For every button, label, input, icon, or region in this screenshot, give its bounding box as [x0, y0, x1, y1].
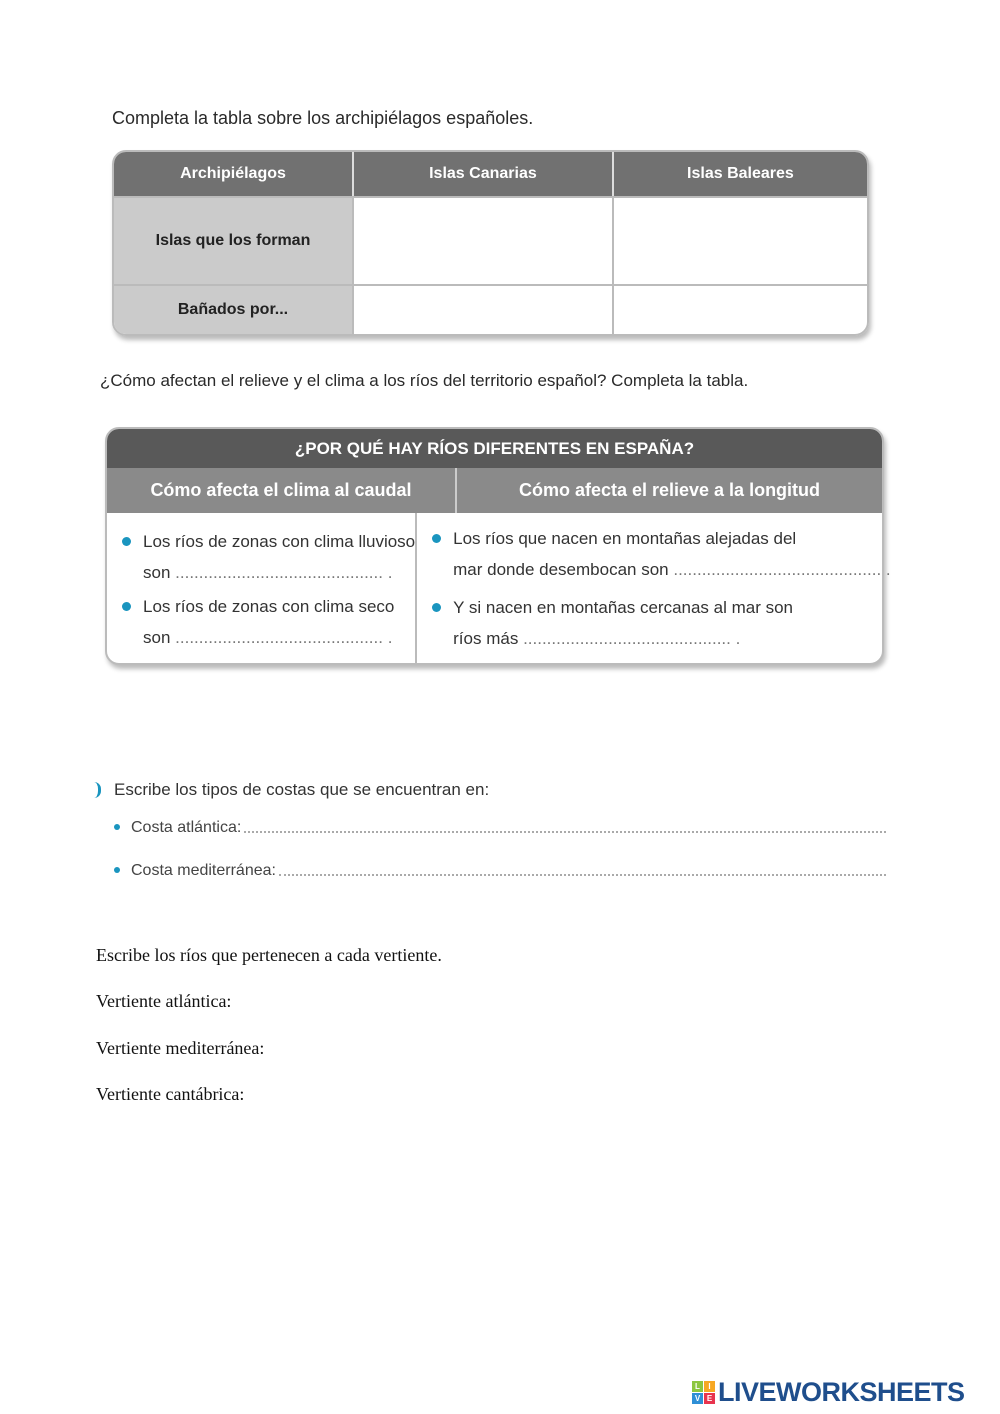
q1-instruction: Completa la tabla sobre los archipiélagos españoles.: [112, 108, 534, 128]
answer-canarias-islas[interactable]: [354, 196, 614, 284]
costa-mediterranea-blank[interactable]: [279, 873, 886, 876]
rivers-table-title: ¿POR QUÉ HAY RÍOS DIFERENTES EN ESPAÑA?: [107, 429, 882, 468]
item-text: ríos más: [453, 629, 519, 648]
answer-blank[interactable]: ............................................ .: [673, 560, 891, 579]
answer-baleares-banados[interactable]: [614, 284, 867, 334]
item-text: Los ríos de zonas con clima seco: [143, 597, 395, 616]
answer-baleares-islas[interactable]: [614, 196, 867, 284]
vertiente-atlantica-label: Vertiente atlántica:: [96, 991, 232, 1011]
bullet-icon: [114, 867, 120, 873]
header-archipielagos: Archipiélagos: [114, 152, 354, 196]
bullet-icon: [114, 824, 120, 830]
q3-instruction: Escribe los tipos de costas que se encuentran en:: [114, 780, 490, 799]
answer-blank[interactable]: ............................................ .: [175, 628, 393, 647]
logo-letter: V: [692, 1393, 703, 1404]
row-label-islas: Islas que los forman: [114, 196, 354, 284]
list-item: [417, 523, 890, 585]
section-arrow-icon: [94, 782, 101, 798]
bullet-icon: [432, 534, 441, 543]
logo-letter: E: [704, 1393, 715, 1404]
q2-instruction: ¿Cómo afectan el relieve y el clima a los ríos del territorio español? Completa la tabla.: [100, 371, 749, 390]
bullet-icon: [432, 603, 441, 612]
item-label: Costa mediterránea:: [131, 862, 276, 879]
item-label: Costa atlántica:: [131, 819, 242, 836]
archipelagos-table: [112, 150, 869, 336]
item-text: son: [143, 628, 171, 647]
item-text: mar donde desembocan son: [453, 560, 669, 579]
item-text: Los ríos de zonas con clima lluvioso: [143, 532, 416, 551]
bullet-icon: [122, 602, 131, 611]
vertiente-mediterranea-label: Vertiente mediterránea:: [96, 1038, 265, 1058]
answer-blank[interactable]: ............................................ .: [523, 629, 741, 648]
q4-instruction: Escribe los ríos que pertenecen a cada vertiente.: [96, 945, 442, 965]
bullet-icon: [122, 537, 131, 546]
item-text: son: [143, 563, 171, 582]
item-text: Los ríos que nacen en montañas alejadas del: [453, 529, 797, 548]
logo-letter: I: [704, 1381, 715, 1392]
col-clima-header: Cómo afecta el clima al caudal: [107, 468, 457, 513]
costa-mediterranea-row: [114, 862, 886, 880]
list-item: [417, 592, 890, 654]
list-item: [107, 591, 415, 653]
logo-icon: [692, 1381, 715, 1404]
logo-text: LIVEWORKSHEETS: [718, 1377, 965, 1407]
liveworksheets-logo: [692, 1377, 965, 1408]
answer-blank[interactable]: ............................................ .: [175, 563, 393, 582]
rivers-table: [105, 427, 891, 665]
logo-letter: L: [692, 1381, 703, 1392]
costa-atlantica-row: [114, 819, 886, 837]
col-relieve-header: Cómo afecta el relieve a la longitud: [518, 480, 821, 500]
costa-atlantica-blank[interactable]: [244, 830, 886, 833]
header-canarias: Islas Canarias: [354, 152, 614, 196]
header-baleares: Islas Baleares: [614, 152, 867, 196]
row-label-banados: Bañados por...: [114, 284, 354, 334]
item-text: Y si nacen en montañas cercanas al mar son: [453, 598, 794, 617]
vertiente-cantabrica-label: Vertiente cantábrica:: [96, 1084, 245, 1104]
list-item: [107, 526, 415, 588]
answer-canarias-banados[interactable]: [354, 284, 614, 334]
